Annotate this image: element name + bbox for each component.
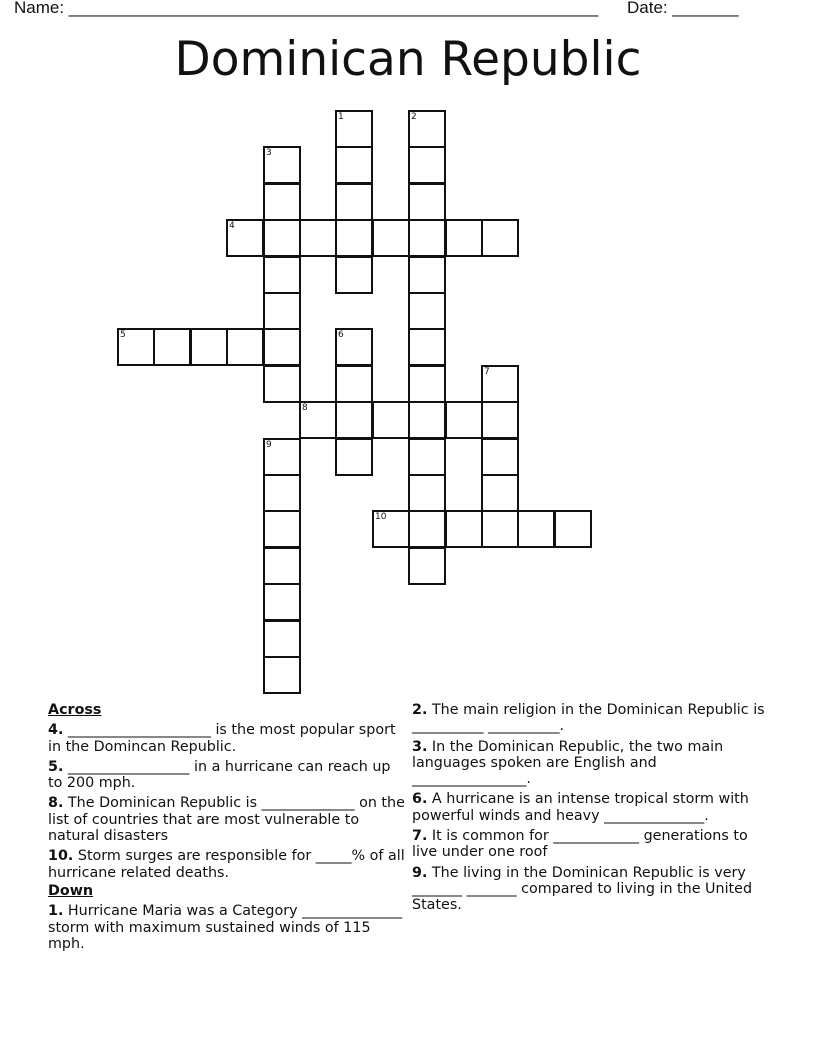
clue-text: _________________ in a hurricane can reach up to 200 mph. (48, 758, 391, 792)
crossword-cell[interactable] (481, 219, 519, 257)
crossword-cell[interactable] (408, 219, 446, 257)
clue-text: The living in the Dominican Republic is very _______ _______ compared to living in the United States. (412, 864, 753, 914)
clue-number: 8. (48, 795, 64, 812)
clue-number: 10. (48, 848, 74, 865)
down-clue-3 (412, 739, 772, 788)
crossword-cell[interactable] (263, 256, 301, 294)
crossword-cell[interactable] (335, 401, 373, 439)
across-clue-5 (48, 759, 408, 792)
clue-number-label: 10 (375, 512, 387, 522)
clue-number-label: 5 (120, 330, 126, 340)
crossword-cell[interactable] (408, 510, 446, 548)
crossword-cell[interactable] (335, 183, 373, 221)
crossword-cell[interactable] (335, 365, 373, 403)
clues-right-column (412, 702, 772, 918)
clue-number-label: 2 (411, 112, 417, 122)
crossword-cell[interactable] (263, 328, 301, 366)
crossword-cell[interactable] (408, 146, 446, 184)
crossword-cell[interactable] (481, 438, 519, 476)
crossword-cell[interactable] (263, 219, 301, 257)
clue-number: 5. (48, 758, 64, 775)
crossword-cell[interactable] (372, 219, 410, 257)
crossword-cell[interactable] (263, 583, 301, 621)
crossword-cell[interactable] (408, 365, 446, 403)
crossword-cell[interactable] (263, 474, 301, 512)
crossword-cell[interactable] (408, 547, 446, 585)
clue-text: Storm surges are responsible for _____% of all hurricane related deaths. (48, 848, 405, 881)
down-clue-9 (412, 865, 772, 914)
crossword-cell[interactable] (408, 183, 446, 221)
crossword-cell[interactable] (335, 219, 373, 257)
down-clue-6 (412, 791, 772, 824)
clue-number-label: 7 (484, 367, 490, 377)
crossword-cell[interactable] (299, 219, 337, 257)
crossword-cell[interactable] (445, 401, 483, 439)
clue-number: 2. (412, 702, 428, 718)
crossword-cell[interactable] (190, 328, 228, 366)
puzzle-title: Dominican Republic (174, 32, 642, 87)
down-clue-2 (412, 702, 772, 735)
crossword-cell[interactable] (554, 510, 592, 548)
clue-number-label: 3 (266, 148, 272, 158)
across-clue-10 (48, 848, 408, 881)
crossword-cell[interactable] (481, 474, 519, 512)
crossword-cell[interactable] (335, 256, 373, 294)
clue-number: 4. (48, 722, 64, 739)
clue-number-label: 8 (302, 403, 308, 413)
crossword-cell[interactable] (263, 547, 301, 585)
crossword-cell[interactable] (263, 620, 301, 658)
crossword-cell[interactable] (226, 328, 264, 366)
crossword-cell[interactable] (263, 365, 301, 403)
crossword-cell[interactable] (263, 656, 301, 694)
crossword-cell[interactable] (408, 256, 446, 294)
crossword-cell[interactable] (263, 183, 301, 221)
clue-text: ____________________ is the most popular sport in the Domincan Republic. (48, 722, 396, 755)
crossword-cell[interactable] (481, 401, 519, 439)
crossword-cell[interactable] (263, 510, 301, 548)
clue-text: In the Dominican Republic, the two main languages spoken are English and ________________. (412, 738, 724, 788)
clue-text: The main religion in the Dominican Republic is __________ __________. (412, 702, 765, 735)
crossword-cell[interactable] (335, 146, 373, 184)
crossword-cell[interactable] (517, 510, 555, 548)
clue-text: It is common for ____________ generations to live under one roof (412, 828, 748, 861)
name-field-label[interactable]: Name: ________________________________________________________ (14, 0, 599, 17)
date-field-label[interactable]: Date: _______ (627, 0, 739, 17)
crossword-cell[interactable] (408, 328, 446, 366)
clue-number: 3. (412, 738, 428, 755)
clue-number: 9. (412, 864, 428, 881)
clue-number: 7. (412, 828, 428, 845)
crossword-cell[interactable] (445, 510, 483, 548)
crossword-cell[interactable] (408, 438, 446, 476)
crossword-cell[interactable] (408, 474, 446, 512)
clue-text: A hurricane is an intense tropical storm with powerful winds and heavy ______________. (412, 791, 749, 824)
crossword-cell[interactable] (408, 401, 446, 439)
crossword-cell[interactable] (335, 438, 373, 476)
crossword-cell[interactable] (263, 292, 301, 330)
across-clue-4 (48, 722, 408, 755)
crossword-cell[interactable] (481, 510, 519, 548)
crossword-cell[interactable] (445, 219, 483, 257)
across-clue-8 (48, 795, 408, 844)
crossword-cell[interactable] (408, 292, 446, 330)
clue-text: Hurricane Maria was a Category ______________ storm with maximum sustained winds of 115 mph. (48, 903, 403, 952)
clue-number-label: 1 (338, 112, 344, 122)
clue-number: 6. (412, 791, 428, 808)
down-heading: Down (48, 882, 94, 899)
crossword-cell[interactable] (153, 328, 191, 366)
crossword-cell[interactable] (372, 401, 410, 439)
clue-number-label: 6 (338, 330, 344, 340)
clue-number-label: 9 (266, 440, 272, 450)
clue-number: 1. (48, 903, 64, 920)
clue-number-label: 4 (229, 221, 235, 231)
down-clue-1 (48, 903, 408, 952)
down-clue-7 (412, 828, 772, 861)
clue-text: The Dominican Republic is _____________ on the list of countries that are most vulnerable to natural disasters (48, 795, 405, 845)
clues-left-column (48, 702, 408, 956)
across-heading: Across (48, 702, 102, 718)
